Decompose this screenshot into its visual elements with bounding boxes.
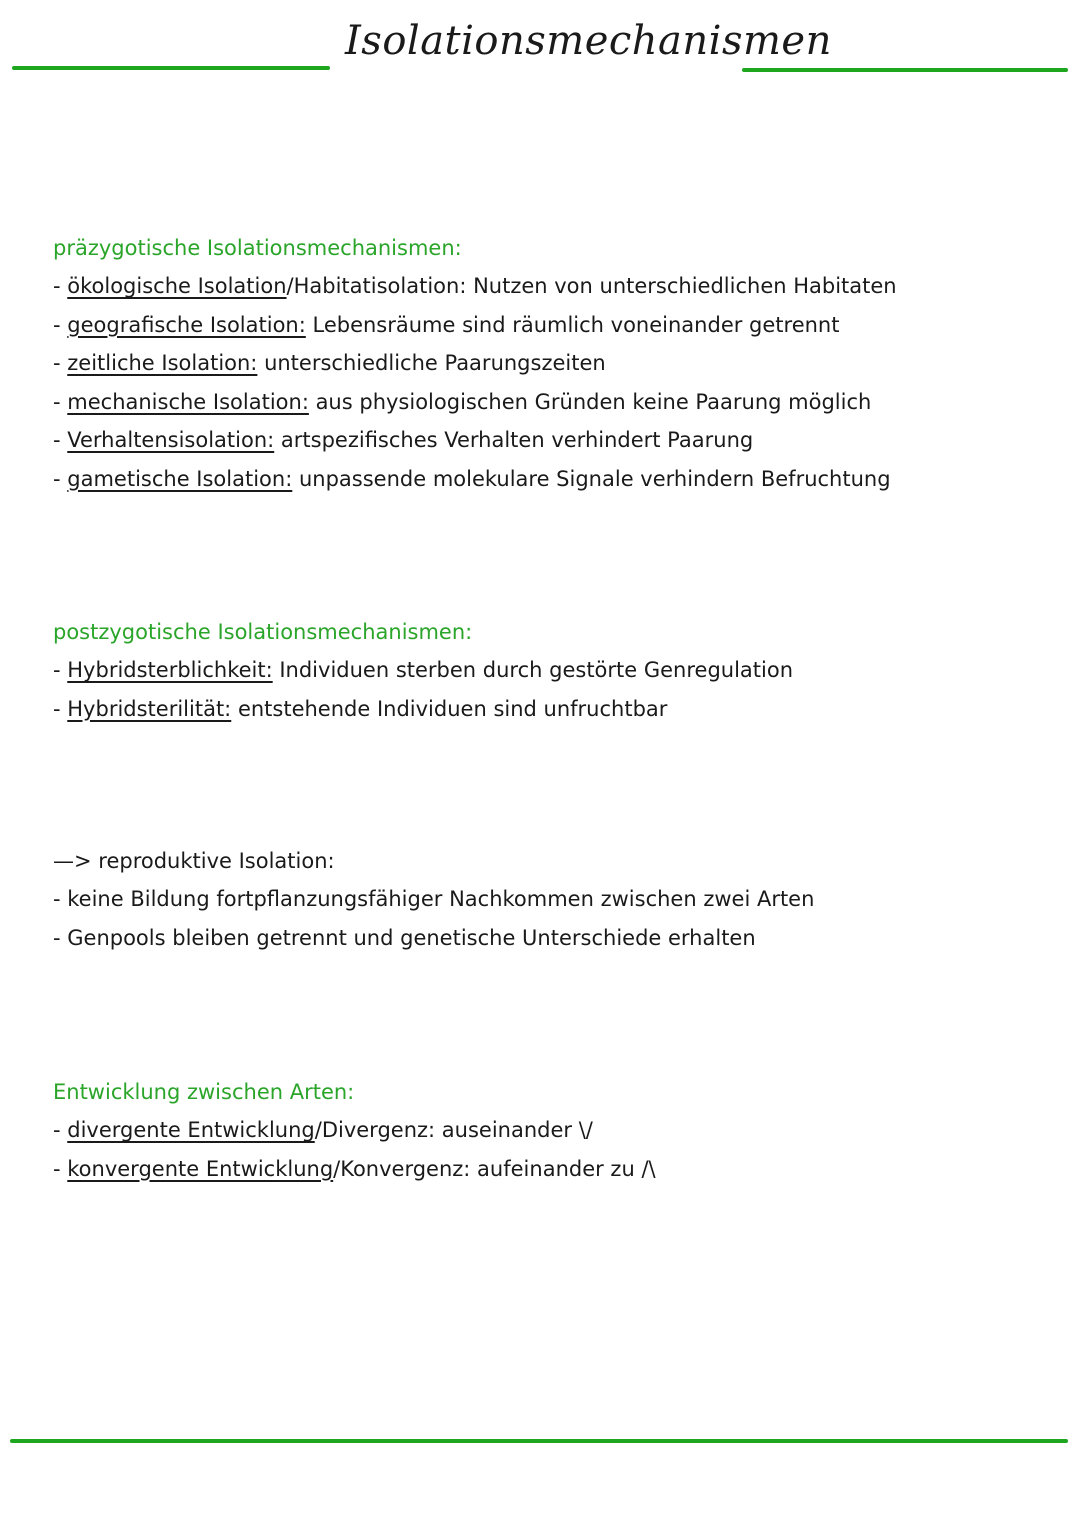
list-item (53, 690, 1053, 729)
term: gametische Isolation: (67, 466, 293, 491)
bullet-dash: - (53, 351, 68, 375)
list-item (53, 460, 1053, 499)
section-entwicklung (53, 1073, 1053, 1188)
term: divergente Entwicklung (67, 1118, 315, 1142)
list-item (53, 651, 1053, 690)
definition: /Habitatisolation: Nutzen von unterschiedlichen Habitaten (286, 274, 897, 298)
list-item (53, 306, 1053, 345)
section-heading: Entwicklung zwischen Arten: (53, 1080, 355, 1104)
bottom-rule (10, 1439, 1068, 1443)
bullet-dash: - (53, 312, 68, 337)
section-heading: präzygotische Isolationsmechanismen: (53, 236, 462, 260)
list-item (53, 267, 1053, 306)
bullet-dash: - (53, 1156, 68, 1181)
bullet-dash: - (53, 389, 68, 414)
definition: artspezifisches Verhalten verhindert Paarung (274, 428, 754, 452)
bullet-dash: - (53, 1118, 68, 1142)
list-item (53, 1150, 1053, 1189)
list-item (53, 383, 1053, 422)
list-item (53, 1111, 1053, 1150)
definition: /Divergenz: auseinander \/ (314, 1118, 593, 1142)
section-heading: postzygotische Isolationsmechanismen: (53, 620, 473, 644)
term: ökologische Isolation (67, 274, 287, 298)
bullet-dash: - (53, 428, 68, 452)
definition: unpassende molekulare Signale verhindern Befruchtung (292, 466, 891, 491)
title-rule-right (742, 68, 1068, 72)
definition: /Konvergenz: aufeinander zu /\ (333, 1156, 656, 1181)
term: Hybridsterilität: (67, 696, 232, 721)
bullet-dash: - (53, 466, 68, 491)
bullet-dash: - (53, 658, 68, 682)
term: Verhaltensisolation: (67, 428, 275, 452)
section-reproduktiv (53, 842, 1053, 957)
definition: Lebensräume sind räumlich voneinander getrennt (305, 312, 840, 337)
list-item: - Genpools bleiben getrennt und genetische Unterschiede erhalten (53, 925, 756, 950)
term: zeitliche Isolation: (67, 351, 258, 375)
section-praezygotisch (53, 229, 1053, 498)
title-rule-left (12, 66, 330, 70)
bullet-dash: - (53, 274, 68, 298)
term: geografische Isolation: (67, 312, 306, 337)
list-item (53, 421, 1053, 460)
section-heading: —> reproduktive Isolation: (53, 849, 335, 873)
definition: unterschiedliche Paarungszeiten (257, 351, 606, 375)
definition: aus physiologischen Gründen keine Paarung möglich (308, 389, 872, 414)
term: Hybridsterblichkeit: (67, 658, 273, 682)
section-postzygotisch (53, 613, 1053, 728)
bullet-dash: - (53, 696, 68, 721)
term: konvergente Entwicklung (67, 1156, 334, 1181)
list-item: - keine Bildung fortpflanzungsfähiger Nachkommen zwischen zwei Arten (53, 887, 815, 911)
definition: Individuen sterben durch gestörte Genregulation (272, 658, 794, 682)
page-title: Isolationsmechanismen (345, 18, 832, 64)
definition: entstehende Individuen sind unfruchtbar (231, 696, 668, 721)
term: mechanische Isolation: (67, 389, 309, 414)
list-item (53, 344, 1053, 383)
